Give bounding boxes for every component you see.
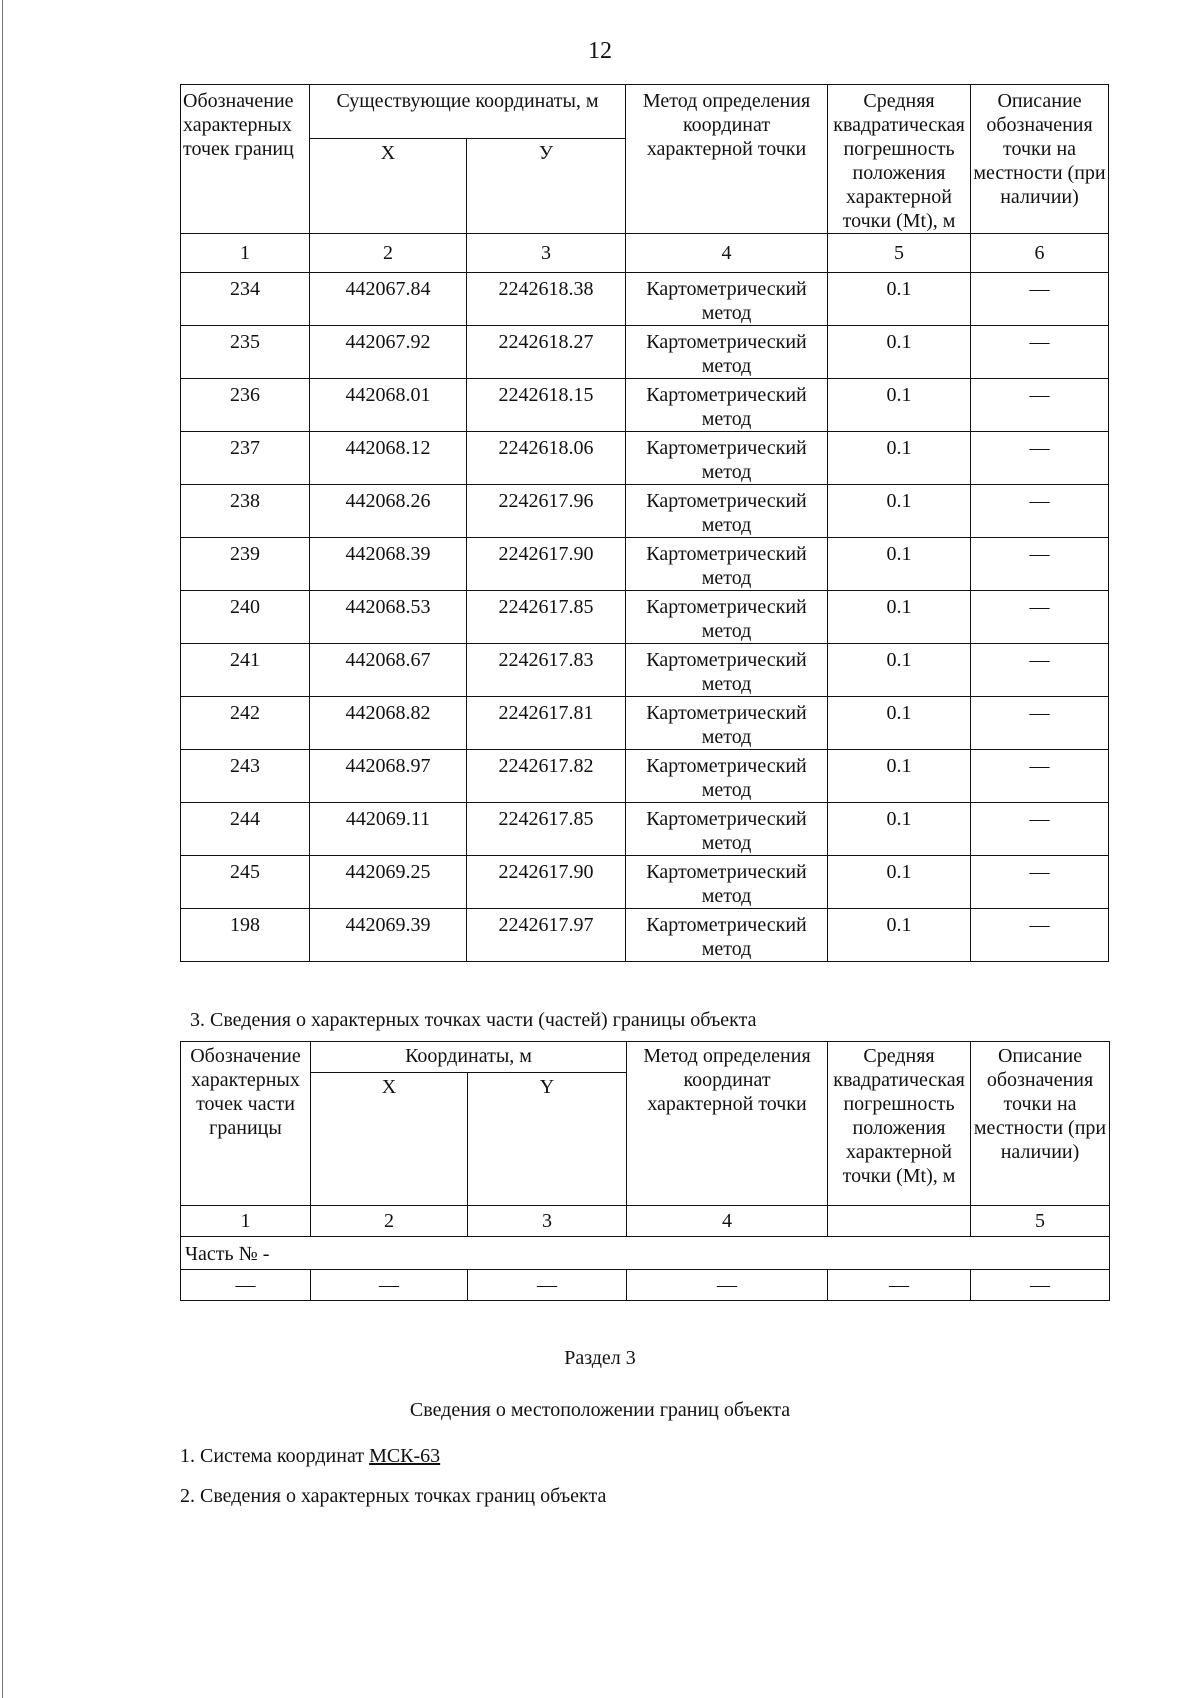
- mt-cell: 0.1: [828, 485, 971, 538]
- point-id-cell: 236: [181, 379, 310, 432]
- description-cell: —: [971, 432, 1109, 485]
- mt-cell: 0.1: [828, 379, 971, 432]
- description-cell: —: [971, 856, 1109, 909]
- point-id-cell: 241: [181, 644, 310, 697]
- method-cell: Картометрический метод: [626, 326, 828, 379]
- description-cell: —: [971, 538, 1109, 591]
- description-cell: —: [971, 644, 1109, 697]
- header-description: Описание обозначения точки на местности (при наличии): [971, 85, 1109, 234]
- page-number: 12: [588, 38, 612, 64]
- point-id-cell: 234: [181, 273, 310, 326]
- point-id-cell: 237: [181, 432, 310, 485]
- mt-cell: 0.1: [828, 538, 971, 591]
- method-cell: Картометрический метод: [626, 803, 828, 856]
- column-number: 6: [971, 234, 1109, 273]
- header-method: Метод определения координат характерной точки: [627, 1042, 828, 1206]
- description-cell: —: [971, 909, 1109, 962]
- header-method: Метод определения координат характерной точки: [626, 85, 828, 234]
- point-id-cell: 243: [181, 750, 310, 803]
- table-row: [181, 273, 1109, 326]
- table-row: [181, 538, 1109, 591]
- table-row: [181, 644, 1109, 697]
- table-row: [181, 697, 1109, 750]
- x-cell: 442069.11: [310, 803, 467, 856]
- table-row: [181, 485, 1109, 538]
- method-cell: Картометрический метод: [626, 591, 828, 644]
- x-cell: 442068.12: [310, 432, 467, 485]
- coord-system-line: [180, 1444, 440, 1468]
- coord-system-value: МСК-63: [369, 1445, 441, 1467]
- method-cell: Картометрический метод: [626, 273, 828, 326]
- dash-cell: —: [181, 1270, 311, 1301]
- y-cell: 2242617.90: [467, 538, 626, 591]
- header-error: Средняя квадратическая погрешность положения характерной точки (Mt), м: [828, 85, 971, 234]
- x-cell: 442067.84: [310, 273, 467, 326]
- y-cell: 2242618.27: [467, 326, 626, 379]
- point-id-cell: 242: [181, 697, 310, 750]
- y-cell: 2242618.38: [467, 273, 626, 326]
- point-id-cell: 245: [181, 856, 310, 909]
- column-number: 4: [626, 234, 828, 273]
- header-y: У: [467, 139, 626, 234]
- header-point-designation: Обозначение характерных точек части границы: [181, 1042, 311, 1206]
- method-cell: Картометрический метод: [626, 909, 828, 962]
- x-cell: 442068.01: [310, 379, 467, 432]
- mt-cell: 0.1: [828, 750, 971, 803]
- point-id-cell: 235: [181, 326, 310, 379]
- table-row: [181, 750, 1109, 803]
- dash-cell: —: [627, 1270, 828, 1301]
- empty-dash-row: [181, 1270, 1110, 1301]
- column-numbers-row: [181, 234, 1109, 273]
- y-cell: 2242617.90: [467, 856, 626, 909]
- description-cell: —: [971, 273, 1109, 326]
- header-point-designation: Обозначение характерных точек границ: [181, 85, 310, 234]
- boundary-points-table: [180, 84, 1109, 962]
- column-number: 1: [181, 1206, 311, 1237]
- column-number: 4: [627, 1206, 828, 1237]
- table-row: [181, 432, 1109, 485]
- section3-title: 3. Сведения о характерных точках части (частей) границы объекта: [190, 1009, 757, 1031]
- method-cell: Картометрический метод: [626, 750, 828, 803]
- mt-cell: 0.1: [828, 432, 971, 485]
- table-row: [181, 856, 1109, 909]
- table-row: [181, 591, 1109, 644]
- column-number: 2: [311, 1206, 468, 1237]
- description-cell: —: [971, 750, 1109, 803]
- mt-cell: 0.1: [828, 803, 971, 856]
- razdel-title: Сведения о местоположении границ объекта: [409, 1399, 791, 1421]
- table-row: [181, 803, 1109, 856]
- mt-cell: 0.1: [828, 326, 971, 379]
- x-cell: 442067.92: [310, 326, 467, 379]
- x-cell: 442068.39: [310, 538, 467, 591]
- dash-cell: —: [468, 1270, 627, 1301]
- column-number: 1: [181, 234, 310, 273]
- point-id-cell: 238: [181, 485, 310, 538]
- description-cell: —: [971, 379, 1109, 432]
- mt-cell: 0.1: [828, 856, 971, 909]
- table-row: [181, 326, 1109, 379]
- header-x: X: [311, 1073, 468, 1206]
- header-x: Х: [310, 139, 467, 234]
- y-cell: 2242617.82: [467, 750, 626, 803]
- part-label: Часть № -: [181, 1237, 1110, 1270]
- mt-cell: 0.1: [828, 591, 971, 644]
- y-cell: 2242617.97: [467, 909, 626, 962]
- header-coordinates: Координаты, м: [311, 1042, 627, 1073]
- description-cell: —: [971, 326, 1109, 379]
- description-cell: —: [971, 803, 1109, 856]
- y-cell: 2242617.96: [467, 485, 626, 538]
- description-cell: —: [971, 697, 1109, 750]
- column-number: [828, 1206, 971, 1237]
- x-cell: 442068.97: [310, 750, 467, 803]
- point-id-cell: 240: [181, 591, 310, 644]
- scan-edge-line: [2, 0, 3, 1698]
- y-cell: 2242617.83: [467, 644, 626, 697]
- header-coordinates: Существующие координаты, м: [310, 85, 626, 139]
- razdel-number: Раздел 3: [564, 1347, 636, 1369]
- y-cell: 2242617.85: [467, 591, 626, 644]
- mt-cell: 0.1: [828, 909, 971, 962]
- column-numbers-row: [181, 1206, 1110, 1237]
- column-number: 5: [828, 234, 971, 273]
- point-id-cell: 239: [181, 538, 310, 591]
- mt-cell: 0.1: [828, 273, 971, 326]
- point-id-cell: 198: [181, 909, 310, 962]
- part-row: [181, 1237, 1110, 1270]
- method-cell: Картометрический метод: [626, 485, 828, 538]
- y-cell: 2242618.15: [467, 379, 626, 432]
- coord-system-label: 1. Система координат: [180, 1445, 370, 1467]
- method-cell: Картометрический метод: [626, 379, 828, 432]
- method-cell: Картометрический метод: [626, 644, 828, 697]
- x-cell: 442068.26: [310, 485, 467, 538]
- method-cell: Картометрический метод: [626, 856, 828, 909]
- description-cell: —: [971, 485, 1109, 538]
- dash-cell: —: [828, 1270, 971, 1301]
- method-cell: Картометрический метод: [626, 538, 828, 591]
- method-cell: Картометрический метод: [626, 697, 828, 750]
- header-error: Средняя квадратическая погрешность положения характерной точки (Mt), м: [828, 1042, 971, 1206]
- x-cell: 442068.53: [310, 591, 467, 644]
- table-row: [181, 909, 1109, 962]
- table-row: [181, 379, 1109, 432]
- y-cell: 2242618.06: [467, 432, 626, 485]
- method-cell: Картометрический метод: [626, 432, 828, 485]
- dash-cell: —: [311, 1270, 468, 1301]
- column-number: 2: [310, 234, 467, 273]
- x-cell: 442068.67: [310, 644, 467, 697]
- column-number: 3: [468, 1206, 627, 1237]
- y-cell: 2242617.81: [467, 697, 626, 750]
- item2-title: 2. Сведения о характерных точках границ объекта: [180, 1485, 607, 1507]
- column-number: 3: [467, 234, 626, 273]
- y-cell: 2242617.85: [467, 803, 626, 856]
- x-cell: 442068.82: [310, 697, 467, 750]
- header-description: Описание обозначения точки на местности (при наличии): [971, 1042, 1110, 1206]
- column-number: 5: [971, 1206, 1110, 1237]
- x-cell: 442069.25: [310, 856, 467, 909]
- dash-cell: —: [971, 1270, 1110, 1301]
- header-y: Y: [468, 1073, 627, 1206]
- mt-cell: 0.1: [828, 644, 971, 697]
- part-boundary-points-table: [180, 1041, 1110, 1301]
- mt-cell: 0.1: [828, 697, 971, 750]
- description-cell: —: [971, 591, 1109, 644]
- x-cell: 442069.39: [310, 909, 467, 962]
- point-id-cell: 244: [181, 803, 310, 856]
